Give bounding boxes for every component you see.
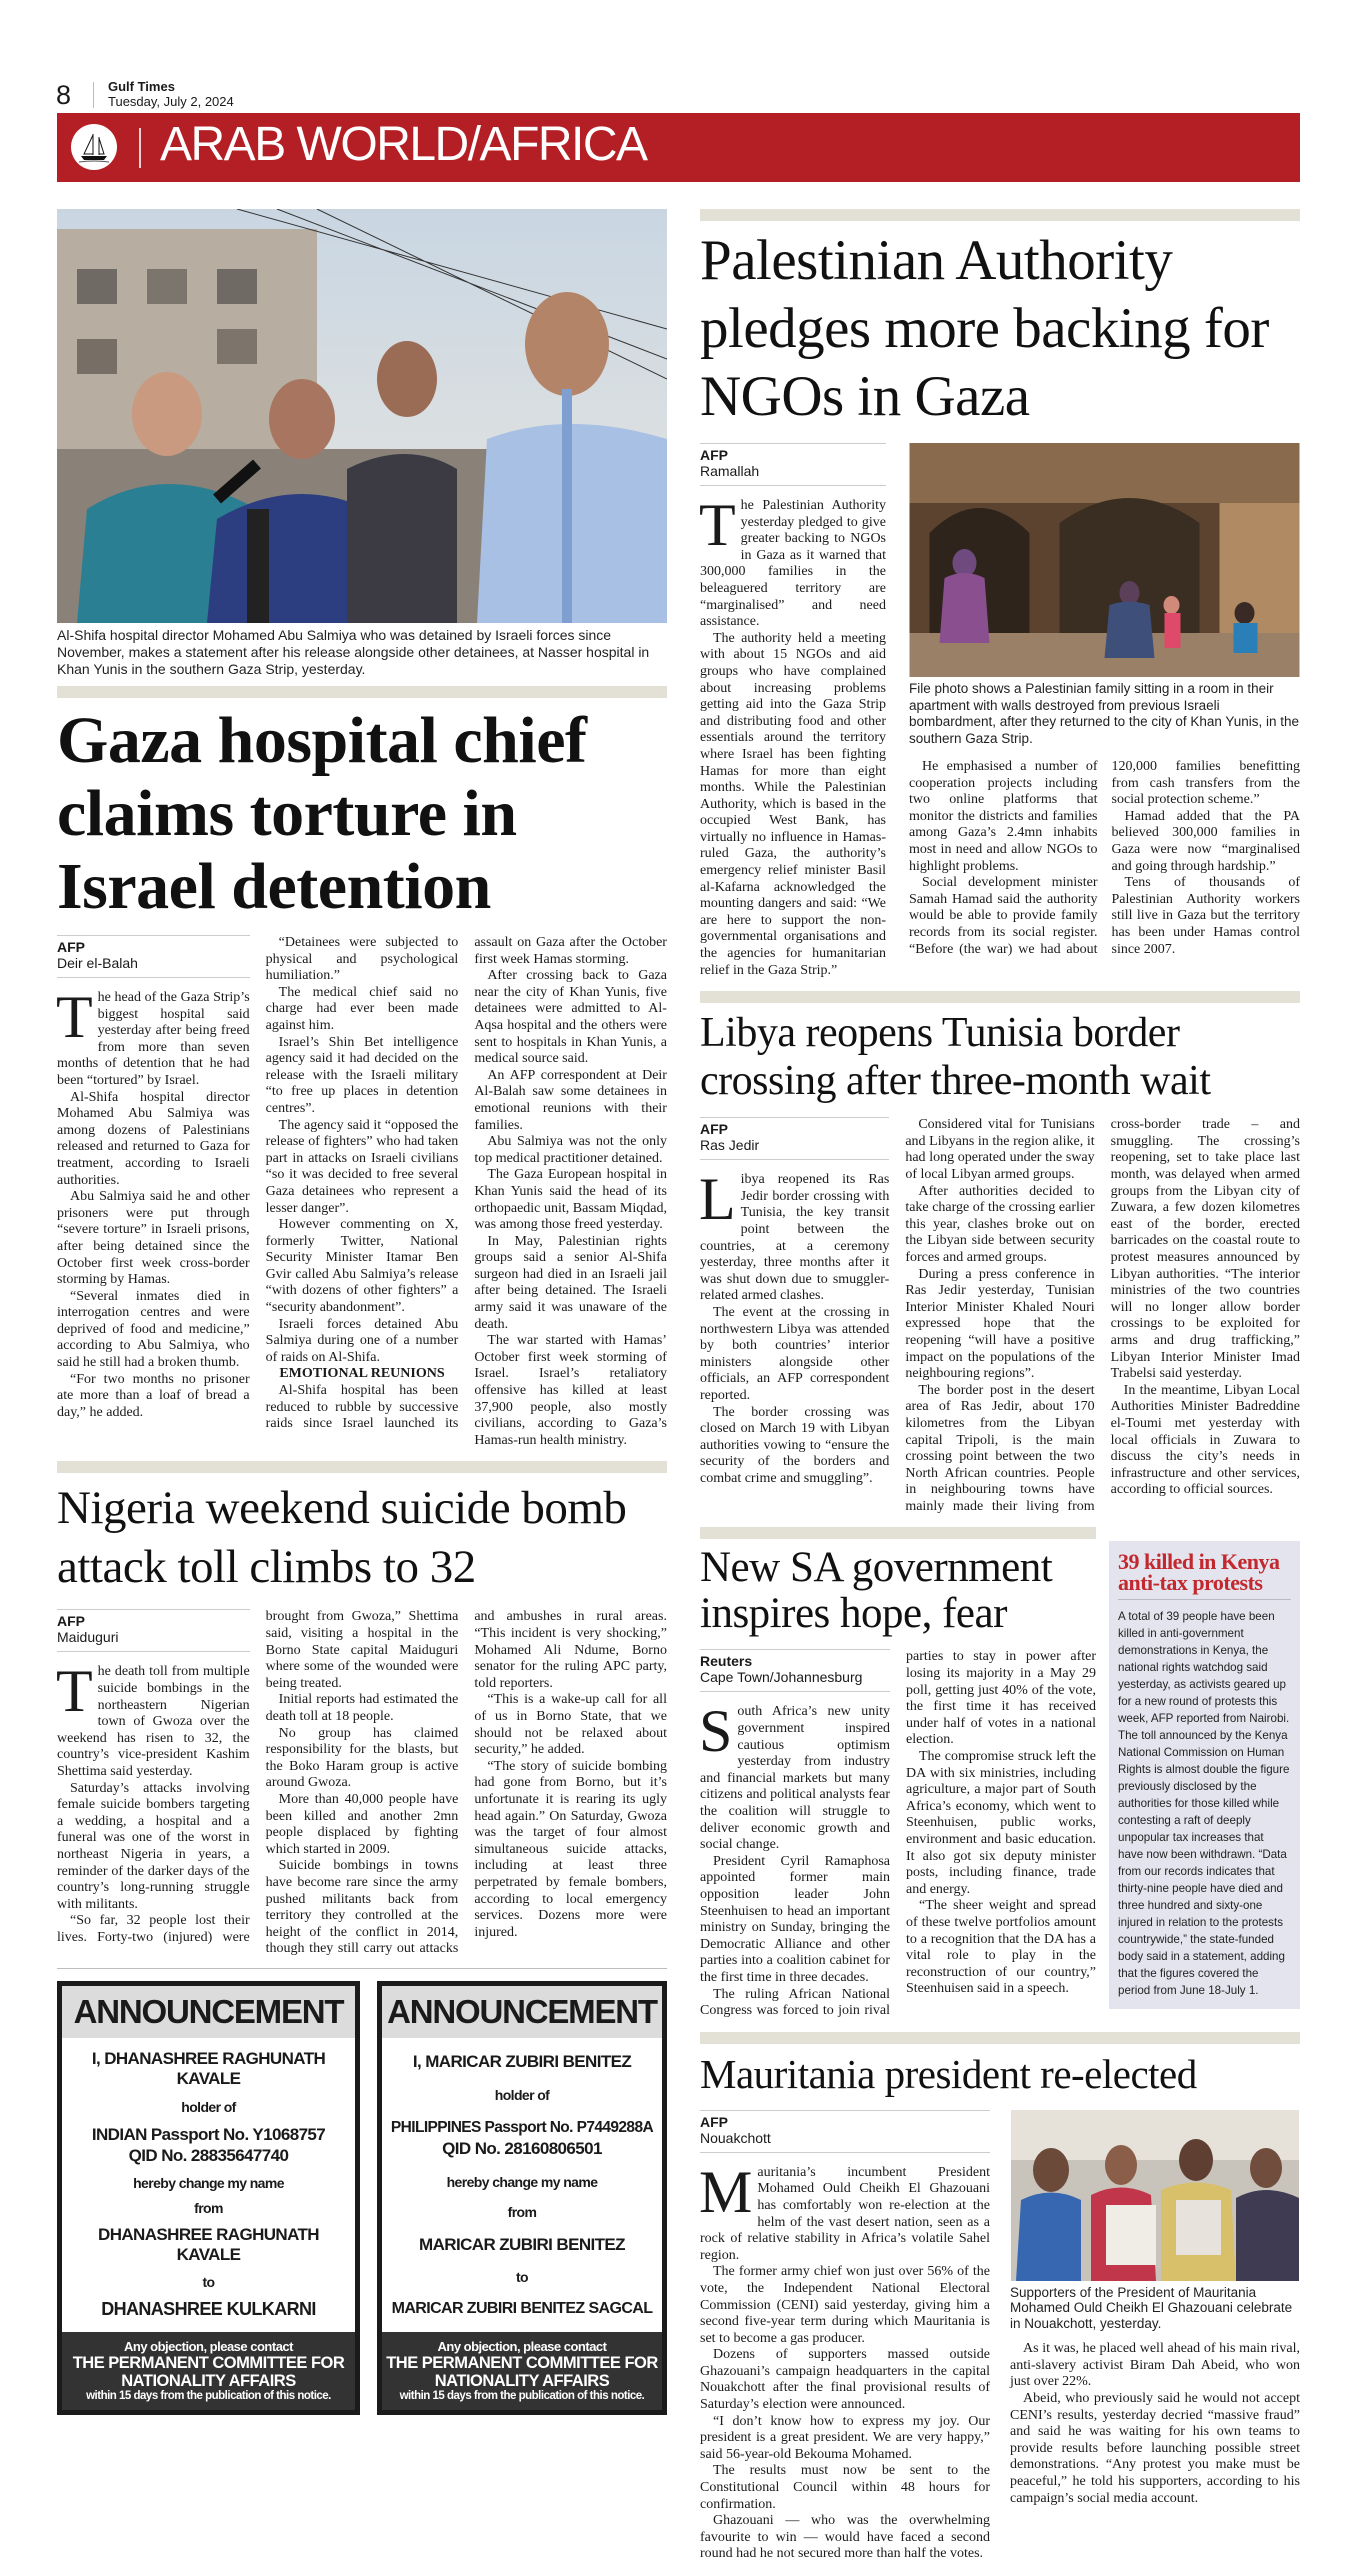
sa-kenya-row — [700, 1527, 1300, 2019]
byline-dateline: Nouakchott — [700, 2129, 771, 2146]
mauritania-headline: Mauritania president re-elected — [700, 2050, 1197, 2097]
byline-agency: Reuters — [700, 1653, 753, 1670]
announcement-ad — [377, 1981, 667, 2415]
ad-old-name: DHANASHREE RAGHUNATH KAVALE — [98, 2225, 319, 2265]
ad-title: ANNOUNCEMENT — [382, 1986, 662, 2038]
paragraph: However commenting on X, formerly Twitter, National Security Minister Itamar Ben Gvir called Abu Salmiya’s release “with dozens of other fighters” a “security abandonment”. — [265, 1217, 459, 1316]
section-separator — [700, 991, 1300, 1003]
mauritania-article — [700, 2110, 1300, 2563]
paragraph: Saturday’s attacks involving female suicide bombers targeting a wedding, a hospital and a funeral was one of the worst in northeast Nigeria in years, a reminder of the darker days of the country’s long-running struggle with militants. — [57, 1780, 250, 1912]
byline-dateline: Cape Town/Johannesburg — [700, 1669, 863, 1686]
section-separator — [57, 686, 667, 698]
ad-text: holder of — [494, 2086, 550, 2103]
byline-agency: AFP — [57, 939, 85, 955]
paragraph: “Several inmates died in interrogation centres and were deprived of food and medicine,” according to Abu Salmiya, who said he still had a broken thumb. — [57, 1288, 250, 1371]
mauritania-article-lead — [700, 2110, 990, 2563]
ad-title: ANNOUNCEMENT — [62, 1986, 355, 2038]
drop-cap: S — [699, 1698, 733, 1765]
paragraph: Al-Shifa hospital has been reduced to rubble by successive raids since Israel launched its assault on Gaza after the October first week Hamas storming. — [265, 935, 667, 1432]
nigeria-article — [57, 1609, 667, 1957]
page-body — [57, 209, 1300, 2563]
ad-text: hereby change my name — [133, 2174, 284, 2191]
ad-qid: QID No. 28835647740 — [128, 2145, 289, 2165]
paragraph: Mauritania’s incumbent President Mohamed Ould Cheikh El Ghazouani has comfortably won re-election at the helm of the vast desert nation, seen as a rock of relative stability in Africa’s volatile Sahel region. — [699, 2158, 990, 2263]
paragraph: Suicide bombings in towns have become rare since the army pushed militants back from territory they controlled at the height of the conflict in 2014, though they still carry out attacks and ambushes in rural areas. “This incident is very shocking,” Mohamed Ali Ndume, Borno senator for the ruling APC party, told reporters. — [265, 1609, 667, 1957]
ad-deadline: within 15 days from the publication of this notice. — [399, 2389, 645, 2402]
paragraph: An AFP correspondent at Deir Al-Balah saw some detainees in emotional reunions with their families. — [474, 1067, 667, 1133]
paragraph: The agency said it “opposed the release of fighters” who had taken part in attacks on Israeli civilians “so it was decided to free several Gaza detainees who represent a lesser danger”. — [265, 1117, 459, 1216]
paragraph: “The story of suicide bombing had gone from Borno, but it’s unfortunate it is rearing its ugly head again.” On Saturday, Gwoza was the target of four almost simultaneous suicide attacks, including at least three perpetrated by female bombers, according to local emergency services. Dozens more were injured. — [474, 1758, 667, 1940]
ad-passport: INDIAN Passport No. Y1068757 — [91, 2124, 326, 2144]
byline-agency: AFP — [57, 1613, 85, 1630]
paragraph: Tens of thousands of Palestinian Authority workers still live in Gaza but the territory has been under Hamas control since 2007. — [1111, 875, 1300, 957]
paragraph: The former army chief won just over 56% of the vote, the Independent National Electoral Commission (CENI) said yesterday, giving him a second five-year term during which Mauritania is set to become a gas producer. — [700, 2264, 990, 2346]
byline-dateline: Ramallah — [700, 463, 760, 479]
ad-new-name: DHANASHREE KULKARNI — [101, 2299, 316, 2320]
paragraph: In May, Palestinian rights groups said a senior Al-Shifa surgeon had died in an Israeli jail after being detained. The Israeli army said it was unaware of the death. — [474, 1233, 667, 1332]
announcement-ad — [57, 1981, 360, 2415]
nigeria-headline: Nigeria weekend suicide bomb attack toll climbs to 32 — [57, 1482, 627, 1594]
ad-text: to — [202, 2274, 215, 2291]
byline — [700, 1117, 889, 1160]
paragraph: Abu Salmiya was not the only top medical practitioner detained. — [474, 1134, 667, 1166]
section-separator — [700, 2032, 1300, 2044]
page-number: 8 — [56, 80, 72, 110]
paragraph: Israeli forces detained Abu Salmiya during one of a number of raids on Al-Shifa. — [265, 1316, 459, 1365]
section-separator — [700, 1527, 1096, 1539]
divider — [57, 1968, 667, 1969]
pa-article — [700, 443, 1300, 979]
paragraph: He emphasised a number of cooperation projects including two online platforms that monitor the districts and families among Gaza’s 2.4mn inhabits most in need and allow NGOs to highlight problems. — [909, 759, 1098, 874]
paragraph: Initial reports had estimated the death toll at 18 people. — [265, 1692, 459, 1724]
byline-agency: AFP — [700, 2113, 728, 2130]
header-divider — [93, 82, 94, 108]
libya-article — [700, 1117, 1300, 1515]
ad-footer — [382, 2332, 662, 2410]
left-column — [57, 209, 667, 2415]
mauritania-supporters-photo — [1010, 2110, 1300, 2281]
paragraph: The ruling African National Congress was forced to join rival parties to stay in power after losing its majority in a May 29 poll, getting just 40% of the vote, the first time it has received under half of votes in a national election. — [700, 1649, 1096, 2019]
paragraph: The authority held a meeting with about 15 NGOs and aid groups who have complained about increasing problems getting aid into the Gaza Strip and distributing food and other essentials around the territory where Israel has been fighting Hamas for more than eight months. While the Palestinian Authority, which is based in the occupied West Bank, has virtually no influence in Hamas-ruled Gaza, the authority’s emergency relief minister Basil al-Kafarna acknowledged the mounting dangers and said: “We are here to support the non-governmental organisations and the agencies for humanitarian relief in the Gaza Strip.” — [700, 630, 886, 978]
drop-cap: M — [699, 2158, 753, 2225]
paragraph: Abu Salmiya said he and other prisoners were put through “severe torture” in Israeli prisons, after being detained since the October first week cross-border storming by Hamas. — [57, 1189, 250, 1288]
paragraph: “Detainees were subjected to physical and psychological humiliation.” — [265, 935, 459, 984]
ad-declarant: I, DHANASHREE RAGHUNATH KAVALE — [91, 2049, 326, 2089]
pa-article-continued — [909, 759, 1300, 958]
byline — [57, 1609, 250, 1652]
sa-article — [700, 1649, 1096, 2019]
gaza-hospital-photo — [57, 209, 667, 623]
paragraph: Social development minister Samah Hamad said the authority would be able to provide family records from its social register. “Before (the war) we had about 120,000 families benefitting from cash transfers from the social protection scheme.” — [909, 759, 1300, 957]
paragraph: Israel’s Shin Bet intelligence agency said it had decided on the release with the Israeli military “to free up places in detention centres”. — [265, 1034, 459, 1116]
paragraph: “This is a wake-up call for all of us in Borno State, that we should not be relaxed about security,” he added. — [474, 1692, 667, 1758]
pa-headline: Palestinian Authority pledges more backing for NGOs in Gaza — [700, 229, 1269, 428]
newspaper-name: Gulf Times — [108, 79, 175, 94]
paragraph: The medical chief said no charge had ever been made against him. — [265, 984, 459, 1033]
ad-text: from — [194, 2199, 223, 2216]
section-separator — [57, 1461, 667, 1473]
byline — [57, 935, 250, 978]
ad-contact: Any objection, please contact — [124, 2338, 293, 2354]
paragraph: The compromise struck left the DA with six ministries, including agriculture, a major part of South Africa’s economy, which went to Steenhuisen, public works, environment and basic education. It also got six deputy minister posts, including finance, trade and energy. — [906, 1749, 1096, 1897]
paragraph: The border crossing was closed on March 19 with Libyan authorities vowing to “ensure the security of the borders and combat crime and smuggling”. — [700, 1404, 890, 1486]
paragraph: The border post in the desert area of Ras Jedir, about 170 kilometres from the Libyan capital Tripoli, is the main crossing point between the two North African countries. People in neighbouring towns have mainly made their living from cross-border trade – and smuggling. The crossing’s reopening, set to take place last month, was delayed when armed groups from the Libyan city of Zuwara, a few dozen kilometres east of the border, erected barricades on the coastal route to protest measures announced by Libyan authorities. “The interior ministries of the two countries will no longer allow border crossings to be exploited for arms and drug trafficking,” Libyan Interior Minister Imad Trabelsi said yesterday. — [905, 1117, 1300, 1514]
ad-qid: QID No. 28160806501 — [442, 2139, 602, 2159]
paragraph: “So far, 32 people lost their lives. Forty-two (injured) were brought from Gwoza,” Shettima said, visiting a hospital in the Borno State capital Maiduguri where some of the wounded were being treated. — [57, 1609, 459, 1945]
ad-contact: Any objection, please contact — [437, 2338, 607, 2354]
subhead: EMOTIONAL REUNIONS — [279, 1366, 445, 1382]
ad-deadline: within 15 days from the publication of this notice. — [86, 2389, 331, 2402]
ad-old-name: MARICAR ZUBIRI BENITEZ — [419, 2234, 625, 2254]
ad-text: hereby change my name — [446, 2173, 598, 2190]
paragraph: President Cyril Ramaphosa appointed former main opposition leader John Steenhuisen to head an important ministry on Sunday, bringing the Democratic Alliance and other parties into a coalition cabinet for the first time in three decades. — [700, 1853, 890, 1985]
ad-committee: THE PERMANENT COMMITTEE FOR NATIONALITY AFFAIRS — [72, 2353, 345, 2390]
section-separator — [700, 209, 1300, 221]
byline — [700, 443, 886, 486]
libya-headline: Libya reopens Tunisia border crossing after three-month wait — [700, 1010, 1211, 1105]
pa-family-photo — [909, 443, 1300, 677]
paragraph: As it was, he placed well ahead of his main rival, anti-slavery activist Biram Dah Abeid, who won just over 22%. — [1010, 2341, 1300, 2390]
byline-dateline: Deir el-Balah — [57, 955, 138, 971]
paragraph: South Africa’s new unity government inspired cautious optimism yesterday from industry and financial markets but many citizens and political analysts fear the coalition will struggle to deliver economic growth and social change. — [699, 1698, 890, 1853]
sa-headline: New SA government inspires hope, fear — [700, 1544, 1053, 1638]
paragraph: “For two months no prisoner ate more than a loaf of bread a day,” he added. — [57, 1371, 250, 1420]
gaza-article — [57, 935, 667, 1449]
announcements-row — [57, 1981, 667, 2415]
byline-dateline: Ras Jedir — [700, 1137, 760, 1154]
ad-new-name: MARICAR ZUBIRI BENITEZ SAGCAL — [391, 2299, 653, 2317]
paragraph: Dozens of supporters massed outside Ghazouani’s campaign headquarters in the capital Nouakchott after the final provisional results of Saturday’s election were announced. — [700, 2347, 990, 2413]
paragraph: Al-Shifa hospital director Mohamed Abu Salmiya was among dozens of Palestinians released and returned to Gaza for treatment, according to Israeli authorities. — [57, 1089, 250, 1188]
ad-footer — [62, 2332, 355, 2410]
paragraph: Considered vital for Tunisians and Libyans in the region alike, it had long operated under the sway of local Libyan armed groups. — [905, 1117, 1095, 1182]
byline-dateline: Maiduguri — [57, 1629, 119, 1646]
ad-declarant: I, MARICAR ZUBIRI BENITEZ — [412, 2052, 632, 2072]
paragraph: The Palestinian Authority yesterday pledged to give greater backing to NGOs in Gaza as it warned that 300,000 families in the beleaguered territory are “marginalised” and need assistance. — [699, 492, 886, 630]
ad-text: to — [515, 2269, 528, 2286]
paragraph: More than 40,000 people have been killed and another 2mn people displaced by fighting which started in 2009. — [265, 1791, 459, 1857]
paragraph: In the meantime, Libyan Local Authorities Minister Badreddine el-Toumi met yesterday with local officials in Zuwara to discuss the city’s needs in infrastructure and other services, according to official sources. — [1110, 1382, 1300, 1498]
gaza-headline: Gaza hospital chief claims torture in Israel detention — [57, 704, 587, 923]
drop-cap: T — [56, 984, 93, 1050]
byline-agency: AFP — [700, 447, 728, 463]
drop-cap: T — [699, 492, 736, 558]
kenya-headline: 39 killed in Kenya anti-tax protests — [1118, 1551, 1291, 1600]
paragraph: Ghazouani — who was the overwhelming favourite to win — would have faced a second round had he not secured more than half the votes. — [700, 2513, 990, 2562]
paragraph: “I don’t know how to express my joy. Our president is a great president. We are very happy,” said 56-year-old Bekouma Mohamed. — [700, 2413, 990, 2462]
issue-date: Tuesday, July 2, 2024 — [108, 94, 234, 109]
right-column — [700, 209, 1300, 2563]
ad-text: from — [507, 2204, 537, 2221]
drop-cap: L — [699, 1166, 736, 1233]
kenya-text: A total of 39 people have been killed in anti-government demonstrations in Kenya, the national rights watchdog said yesterday, as activists geared up for a new round of protests this week, AFP reported from Nairobi. The toll announced by the Kenya National Commission on Human Rights is almost double the figure previously disclosed by the authorities for those killed while contesting a raft of deeply unpopular tax increases that have now been withdrawn. “Data from our records indicates that thirty-nine people have died and three hundred and sixty-one injured in relation to the protests countrywide,” the state-funded body said in a statement, adding that the figures covered the period from June 18-July 1. — [1118, 1610, 1290, 1998]
ad-text: holder of — [181, 2098, 236, 2115]
paragraph: Hamad added that the PA believed 300,000 families in Gaza were now “marginalised and going through hardship.” — [1111, 808, 1300, 874]
pa-photo-caption: File photo shows a Palestinian family sitting in a room in their apartment with walls destroyed from previous Israeli bombardment, after they returned to the city of Khan Yunis, in the southern Gaza Strip. — [909, 681, 1299, 746]
pa-article-lead — [700, 443, 886, 979]
paragraph: After authorities decided to take charge of the crossing earlier this year, clashes broke out on the Libyan side between security forces and armed groups. — [905, 1183, 1095, 1265]
paragraph: Abeid, who previously said he would not accept CENI’s results, yesterday decried “massive fraud” and said he was waiting for his own teams to provide results before launching possible street demonstrations. “Any protest you make must be peaceful,” he told his supporters, according to his campaign’s social media account. — [1010, 2391, 1300, 2506]
section-title: ARAB WORLD/AFRICA — [160, 118, 647, 171]
paragraph: The results must now be sent to the Constitutional Council within 48 hours for confirmation. — [700, 2463, 990, 2512]
mauritania-article-continued — [1010, 2341, 1300, 2507]
drop-cap: T — [56, 1658, 93, 1725]
dhow-ship-icon — [71, 124, 117, 170]
paragraph: No group has claimed responsibility for the blasts, but the Boko Haram group is active around Gwoza. — [265, 1725, 459, 1791]
paragraph: The death toll from multiple suicide bombings in the northeastern Nigerian town of Gwoza over the weekend has risen to 32, the country’s vice-president Kashim Shettima said yesterday. — [56, 1658, 250, 1779]
gaza-photo-caption: Al-Shifa hospital director Mohamed Abu Salmiya who was detained by Israeli forces since November, makes a statement after his release alongside other detainees, at Nasser hospital in Khan Yunis in the southern Gaza Strip, yesterday. — [57, 627, 650, 677]
paragraph: During a press conference in Ras Jedir yesterday, Tunisian Interior Minister Khaled Nouri expressed hope that the reopening “will have a positive impact on the populations of the neighbouring regions”. — [905, 1266, 1095, 1382]
paragraph: The Gaza European hospital in Khan Yunis said the head of its orthopaedic unit, Bassam Miqdad, was among those freed yesterday. — [474, 1167, 667, 1233]
byline — [700, 1649, 890, 1692]
ad-committee: THE PERMANENT COMMITTEE FOR NATIONALITY AFFAIRS — [386, 2353, 658, 2390]
byline — [700, 2110, 990, 2153]
paragraph: Libya reopened its Ras Jedir border crossing with Tunisia, the key transit point between the countries, at a ceremony yesterday, three months after it was shut down due to smuggler-related armed clashes. — [699, 1166, 890, 1304]
paragraph: The war started with Hamas’ October first week storming of Israel. Israel’s retaliatory offensive has killed at least 37,900 people, also mostly civilians, according to Gaza’s Hamas-run health ministry. — [474, 1333, 667, 1448]
mauritania-photo-caption: Supporters of the President of Mauritania Mohamed Ould Cheikh El Ghazouani celebrate in Nouakchott, yesterday. — [1010, 2284, 1293, 2331]
banner-divider — [139, 128, 141, 168]
paragraph: After crossing back to Gaza near the city of Khan Yunis, five detainees were admitted to Al-Aqsa hospital and the others were sent to hospitals in Khan Yunis, a medical source said. — [474, 968, 667, 1067]
byline-agency: AFP — [700, 1121, 728, 1138]
paragraph: The head of the Gaza Strip’s biggest hospital said yesterday after being freed from more than seven months of detention that he had been “tortured” by Israel. — [56, 984, 250, 1088]
ad-passport: PHILIPPINES Passport No. P7449288A — [390, 2119, 654, 2137]
paragraph: “The sheer weight and spread of these twelve portfolios amount to a recognition that the DA has a vital role to play in the reconstruction of our country,” Steenhuisen said in a speech. — [906, 1898, 1096, 1997]
kenya-brief — [1109, 1541, 1300, 2009]
paragraph: The event at the crossing in northwestern Libya was attended by both countries’ interior ministers alongside other officials, an AFP correspondent reported. — [700, 1304, 890, 1403]
